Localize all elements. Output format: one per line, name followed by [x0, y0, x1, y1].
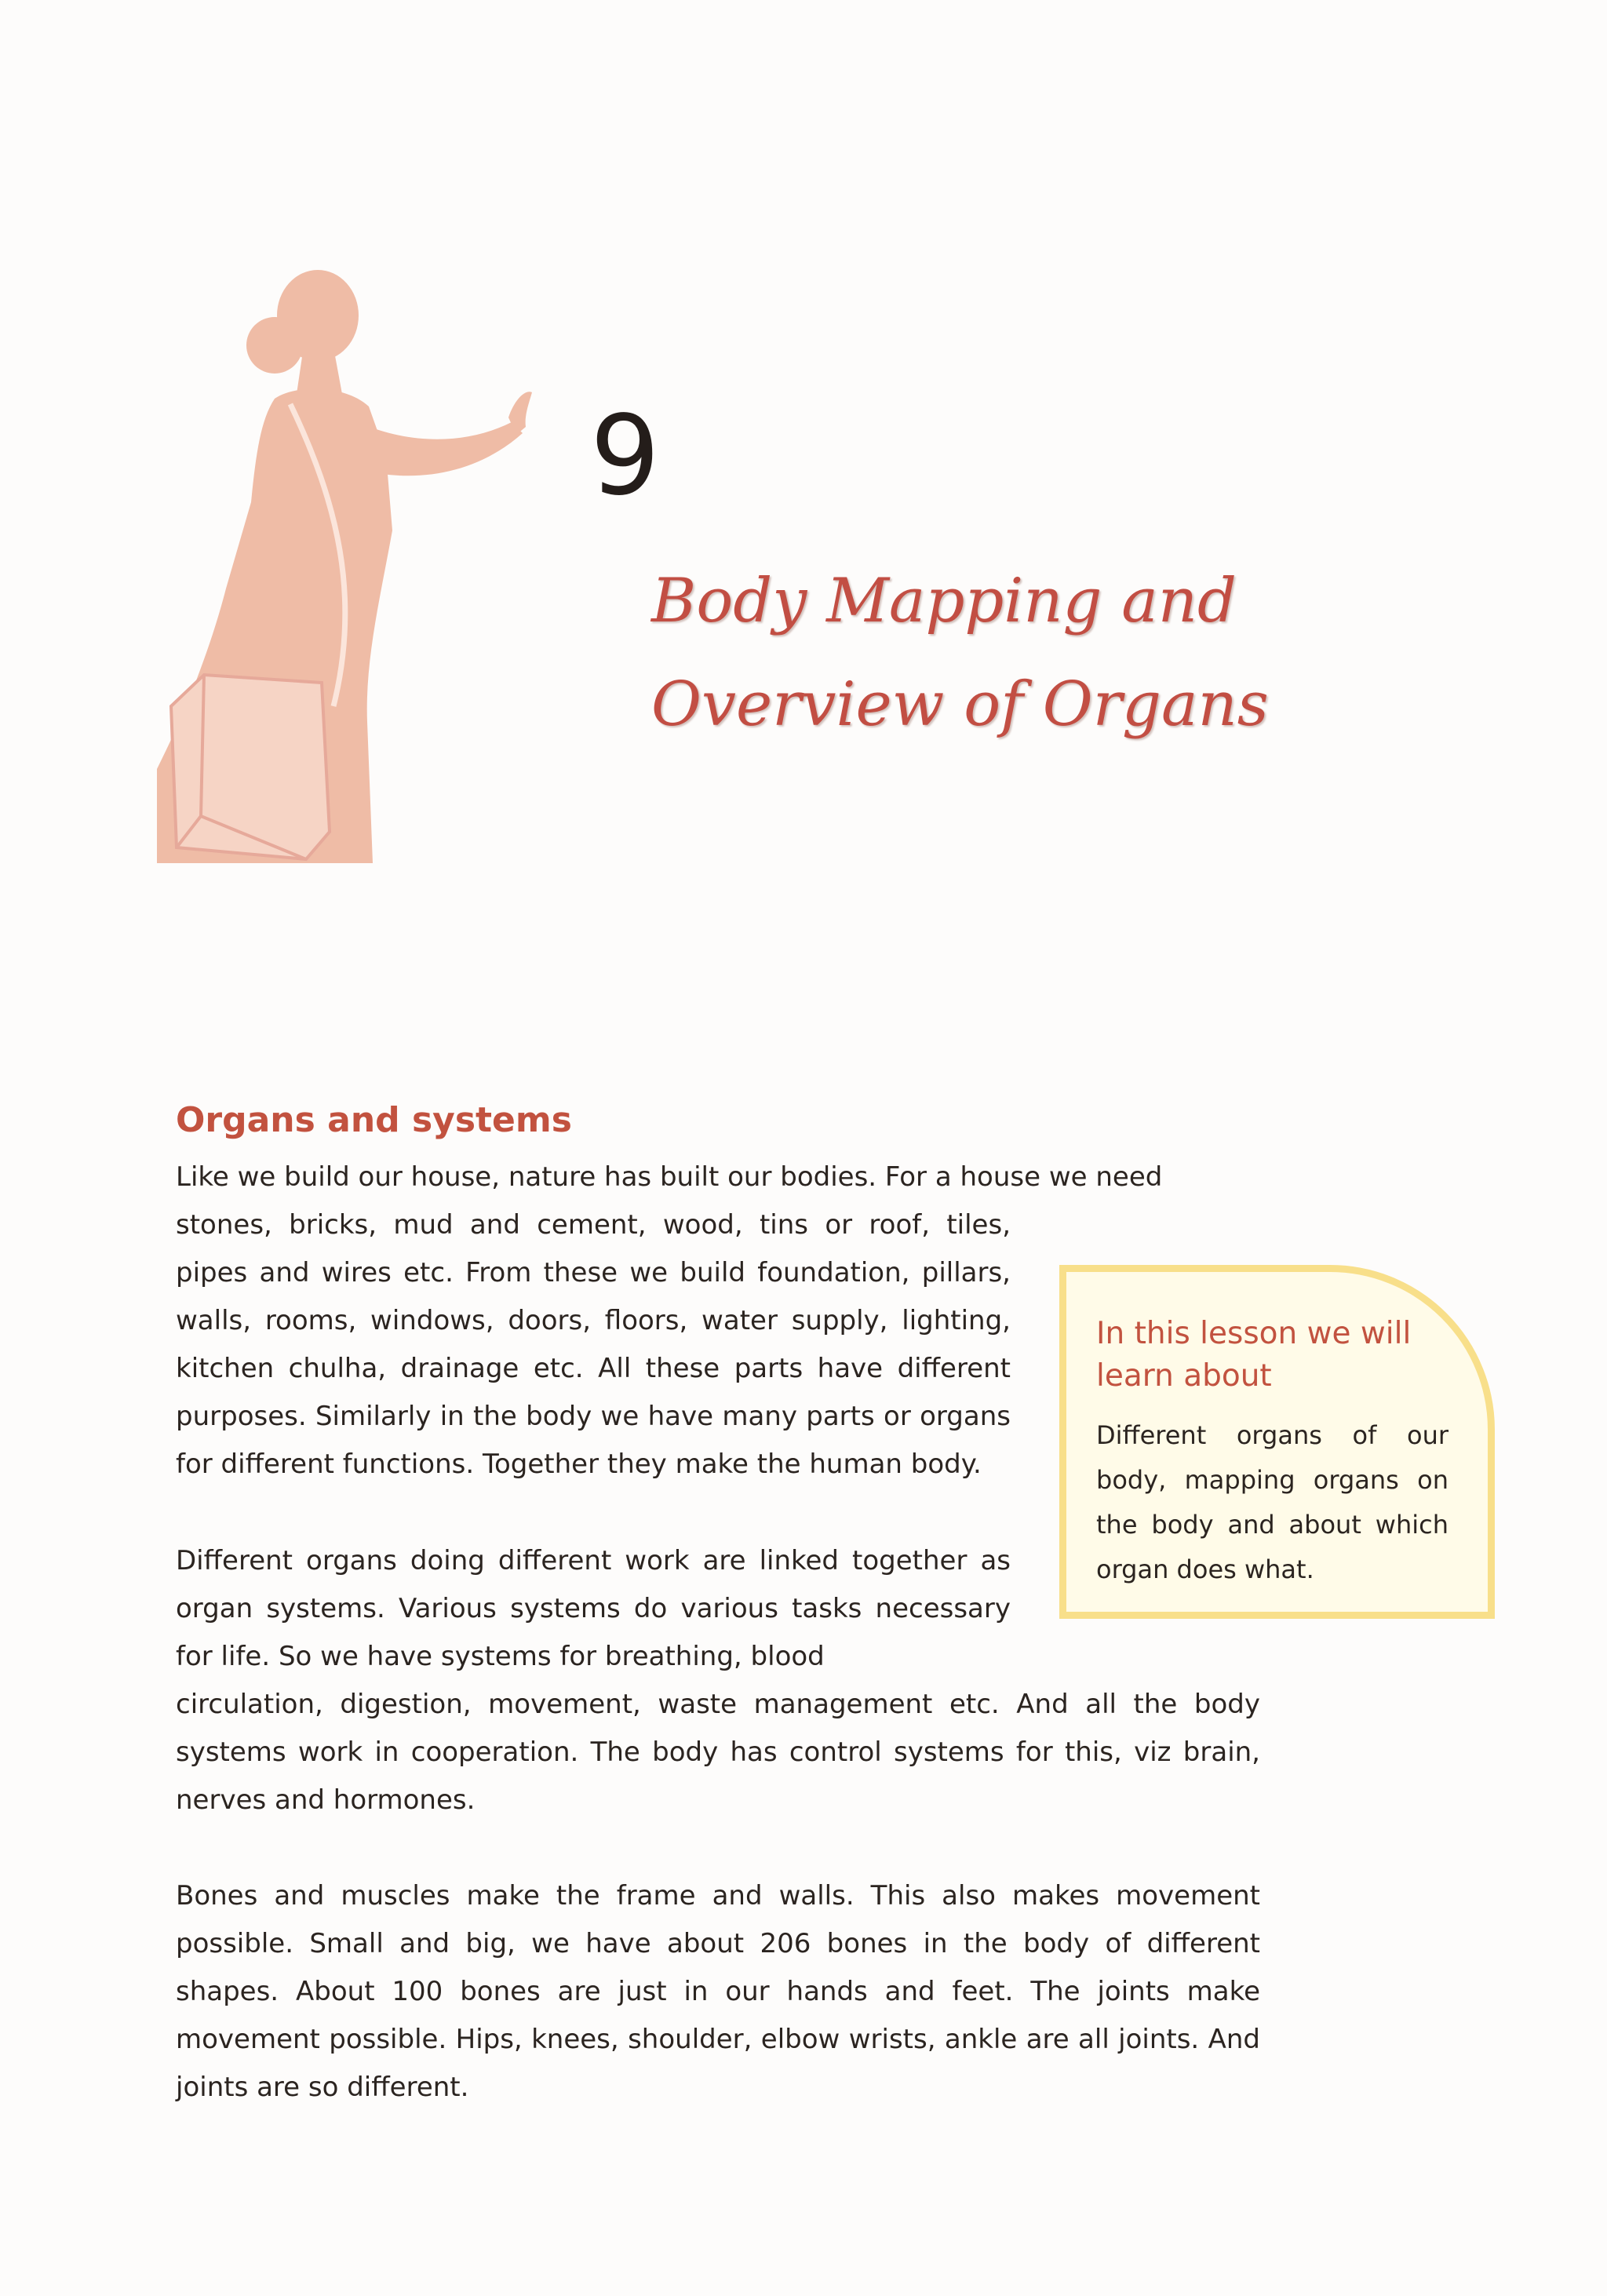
paragraph-2-full-text: circulation, digestion, movement, waste management etc. And all the body systems work in cooperation. The body has control systems for this, viz brain, nerves and hormones. — [176, 1689, 1260, 1816]
lesson-box-heading: In this lesson we will learn about — [1096, 1316, 1412, 1394]
section-heading: Organs and systems — [176, 1100, 572, 1140]
lesson-box-text: Different organs of our body, mapping organs on the body and about which organ does what. — [1096, 1420, 1448, 1584]
paragraph-2-narrow-text: Different organs doing different work are linked together as organ systems. Various systems do various tasks necessary for life. So we have systems for breathing, blood — [176, 1545, 1011, 1672]
chapter-title-line-1: Body Mapping and — [651, 566, 1237, 636]
chapter-title — [651, 549, 1269, 756]
paragraph-bones-muscles: Bones and muscles make the frame and walls. This also makes movement possible. Small and big, we have about 206 bones in the body of different shapes. About 100 bones are just in our hands and feet. The joints make movement possible. Hips, knees, shoulder, elbow wrists, ankle are all joints. And joints are so different. — [176, 1880, 1260, 2103]
paragraph-1-narrow-text: stones, bricks, mud and cement, wood, tins or roof, tiles, pipes and wires etc. From these we build foundation, pillars, walls, rooms, windows, doors, floors, water supply, lighting, kitchen chulha, drainage etc. All these parts have different purposes. Similarly in the body we have many parts or organs for different functions. Together they make the human body. — [176, 1209, 1011, 1480]
woman-silhouette-icon — [157, 267, 534, 863]
lesson-objectives-box — [1059, 1265, 1495, 1619]
chapter-title-line-2: Overview of Organs — [651, 669, 1269, 740]
chapter-number: 9 — [590, 392, 661, 520]
paragraph-1-first-line: Like we build our house, nature has built our bodies. For a house we need — [176, 1161, 1163, 1193]
